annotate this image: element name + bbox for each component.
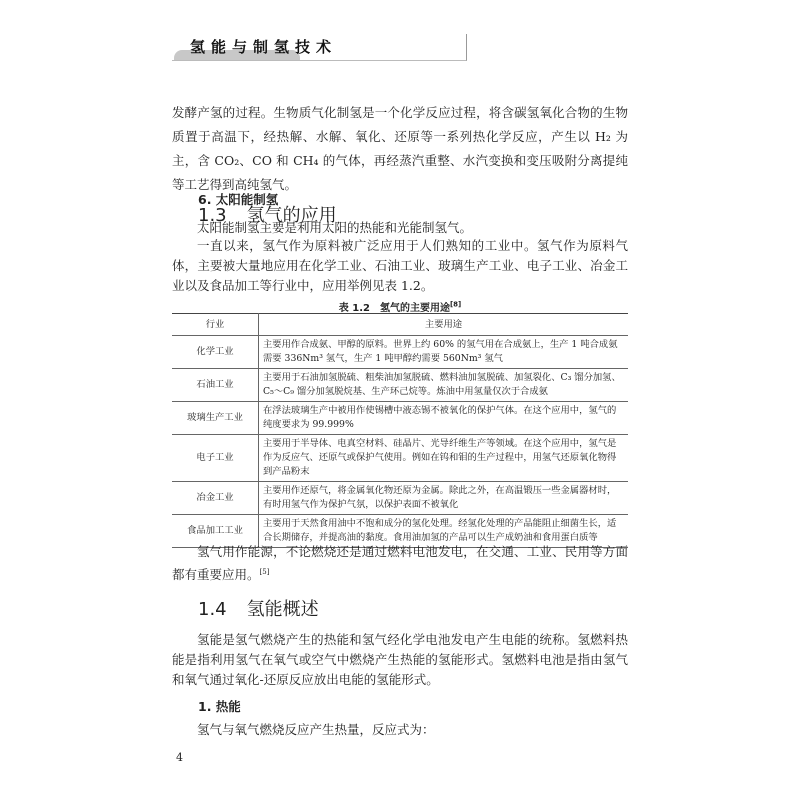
hydrogen-uses-table bbox=[172, 313, 628, 548]
use-cell: 主要用于天然食用油中不饱和成分的氢化处理。经氢化处理的产品能阻止细菌生长，适合长期储存，并提高油的黏度。食用油加氢的产品可以生产成奶油和食用蛋白质等 bbox=[259, 515, 629, 548]
section-heading-1-4 bbox=[198, 595, 319, 621]
section-number: 1.4 bbox=[198, 599, 227, 620]
table-row bbox=[172, 402, 628, 435]
subsection-1-title: 1. 热能 bbox=[198, 699, 241, 714]
page-number: 4 bbox=[176, 751, 183, 764]
subsection-6-text: 太阳能制氢主要是利用太阳的热能和光能制氢气。 bbox=[197, 220, 473, 235]
energy-paragraph bbox=[172, 542, 628, 585]
intro-paragraph: 发酵产氢的过程。生物质气化制氢是一个化学反应过程，将含碳氢氧化合物的生物质置于高温下，经热解、水解、氧化、还原等一系列热化学反应，产生以 H₂ 为主，含 CO₂、CO 和 CH₄ 的气体，再经蒸汽重整、水汽变换和变压吸附分离提纯等工艺得到高纯氢气。 bbox=[172, 105, 628, 192]
industry-cell: 化学工业 bbox=[172, 336, 259, 369]
use-cell: 主要用于石油加氢脱硫、粗柴油加氢脱硫、燃料油加氢脱硫、加氢裂化、C₃ 馏分加氢、C₅～C₉ 馏分加氢脱烷基、生产环己烷等。炼油中用氢量仅次于合成氨 bbox=[259, 369, 629, 402]
energy-paragraph-ref: [5] bbox=[259, 568, 270, 576]
table-caption-ref: [8] bbox=[449, 300, 462, 309]
industry-cell: 冶金工业 bbox=[172, 482, 259, 515]
industry-cell: 玻璃生产工业 bbox=[172, 402, 259, 435]
section-1-4-text: 氢能是氢气燃烧产生的热能和氢气经化学电池发电产生电能的统称。氢燃料热能是指利用氢气在氧气或空气中燃烧产生热能的氢能形式。氢燃料电池是指由氢气和氧气通过氧化-还原反应放出电能的氢能形式。 bbox=[172, 632, 628, 687]
industry-cell: 食品加工工业 bbox=[172, 515, 259, 548]
industry-cell: 电子工业 bbox=[172, 435, 259, 482]
header-industry: 行业 bbox=[172, 314, 259, 336]
subsection-1-text: 氢气与氧气燃烧反应产生热量，反应式为： bbox=[197, 722, 435, 737]
table-caption-text: 表 1.2 氢气的主要用途 bbox=[338, 303, 450, 314]
section-heading-1-3 bbox=[198, 201, 337, 227]
table-row bbox=[172, 369, 628, 402]
section-1-3-text: 一直以来，氢气作为原料被广泛应用于人们熟知的工业中。氢气作为原料气体，主要被大量地应用在化学工业、石油工业、玻璃生产工业、电子工业、冶金工业以及食品加工等行业中，应用举例见表 1.2。 bbox=[172, 238, 628, 293]
industry-cell: 石油工业 bbox=[172, 369, 259, 402]
header-use: 主要用途 bbox=[259, 314, 629, 336]
table-header-row bbox=[172, 314, 628, 336]
use-cell: 主要用作合成氨、甲醇的原料。世界上约 60% 的氢气用在合成氨上，生产 1 吨合成氨需要 336Nm³ 氢气，生产 1 吨甲醇约需要 560Nm³ 氢气 bbox=[259, 336, 629, 369]
section-title: 氢能概述 bbox=[246, 599, 319, 620]
book-title: 氢能与制氢技术 bbox=[190, 38, 338, 56]
use-cell: 主要用作还原气，将金属氧化物还原为金属。除此之外，在高温锻压一些金属器材时，有时用氢气作为保护气氛，以保护表面不被氧化 bbox=[259, 482, 629, 515]
section-title: 氢气的应用 bbox=[246, 205, 337, 226]
table-row bbox=[172, 336, 628, 369]
subsection-6-title: 6. 太阳能制氢 bbox=[198, 192, 279, 207]
energy-paragraph-text: 氢气用作能源，不论燃烧还是通过燃料电池发电，在交通、工业、民用等方面都有重要应用。 bbox=[172, 544, 628, 583]
table-row bbox=[172, 482, 628, 515]
table-caption bbox=[172, 299, 628, 314]
section-number: 1.3 bbox=[198, 205, 227, 226]
use-cell: 主要用于半导体、电真空材料、硅晶片、光导纤维生产等领域。在这个应用中，氢气是作为反应气、还原气或保护气使用。例如在钨和钼的生产过程中，用氢气还原氧化物得到产品粉末 bbox=[259, 435, 629, 482]
running-head bbox=[172, 34, 467, 61]
use-cell: 在浮法玻璃生产中被用作使锡槽中液态锡不被氧化的保护气体。在这个应用中，氢气的纯度要求为 99.999% bbox=[259, 402, 629, 435]
table-row bbox=[172, 435, 628, 482]
